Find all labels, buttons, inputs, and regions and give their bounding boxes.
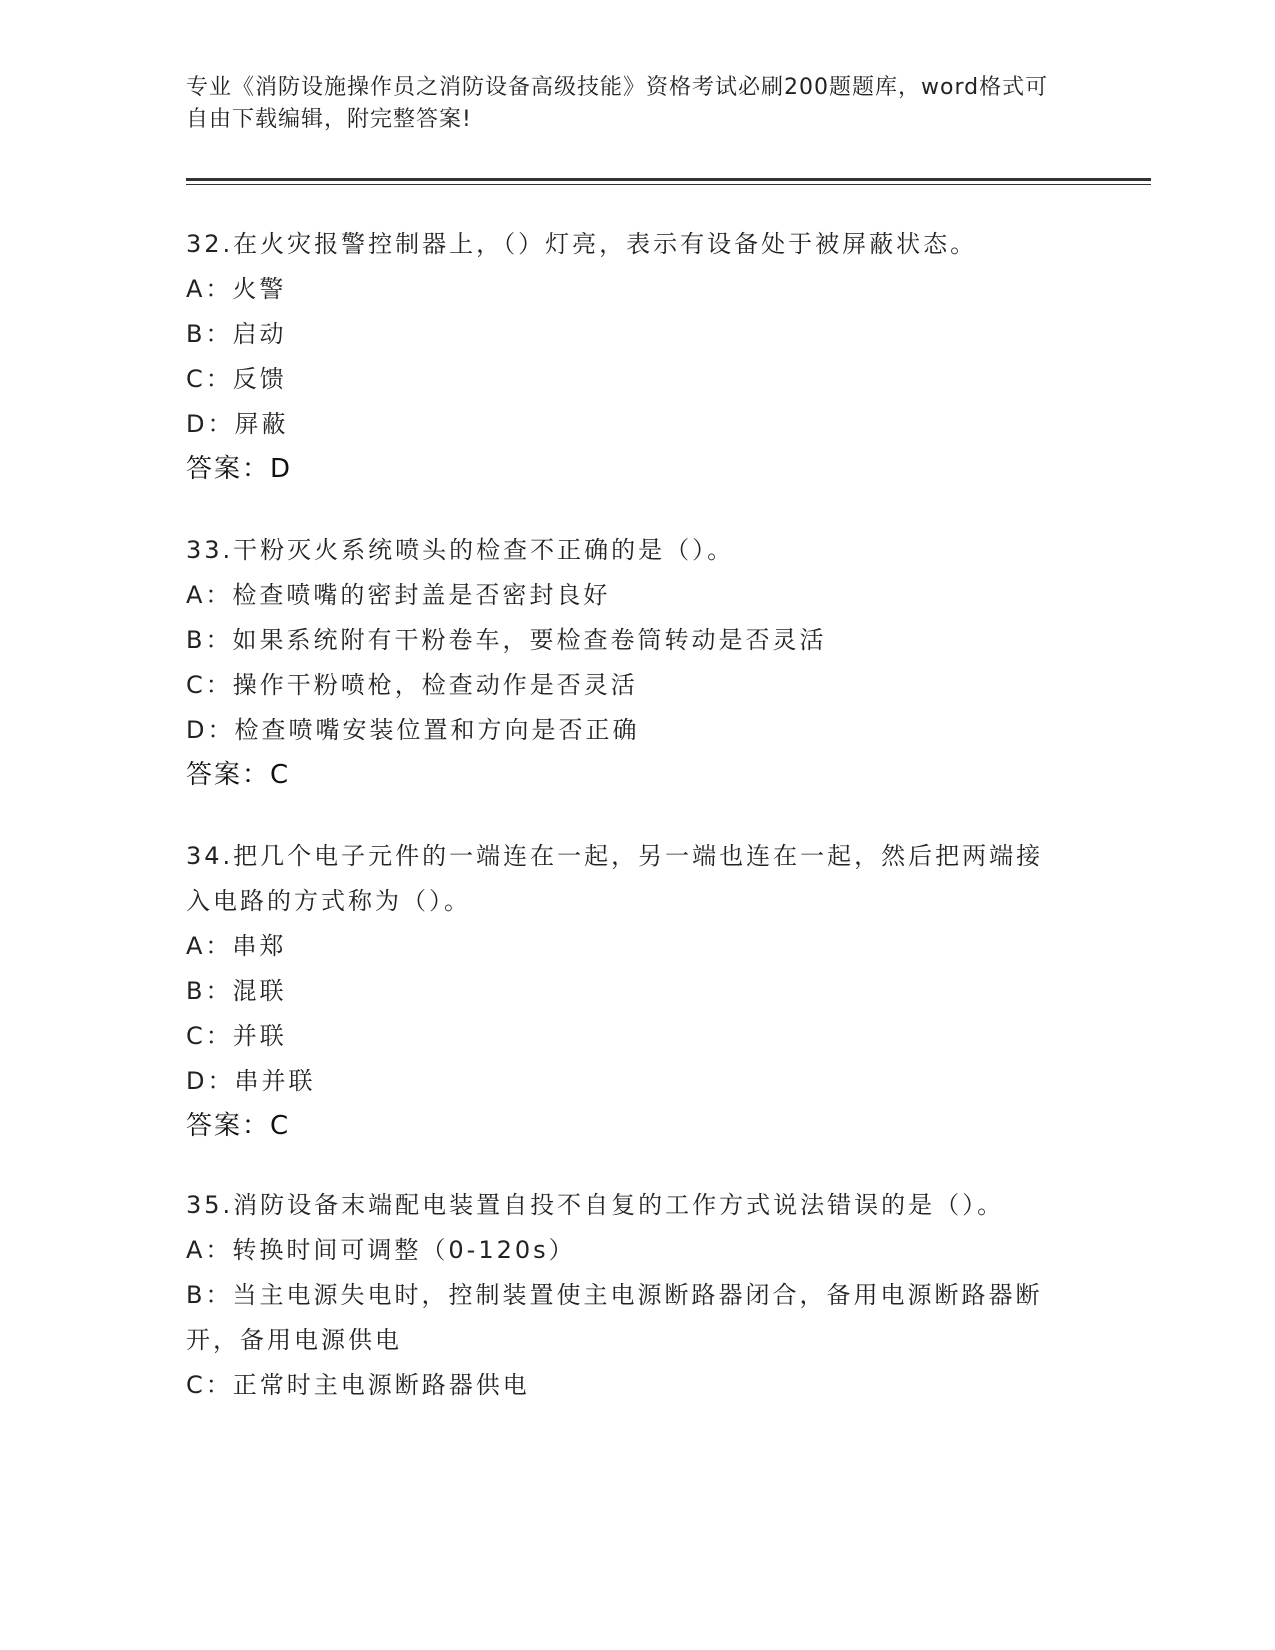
option-c: C：操作干粉喷枪，检查动作是否灵活 [186,671,638,699]
answer-line: 答案：C [186,1111,291,1141]
question-stem: 33.干粉灭火系统喷头的检查不正确的是（）。 [186,536,735,564]
question-32 [186,222,1086,492]
option-a: A：串郑 [186,932,287,960]
question-stem: 35.消防设备末端配电装置自投不自复的工作方式说法错误的是（）。 [186,1191,1005,1219]
answer-line: 答案：D [186,454,293,484]
option-a: A：检查喷嘴的密封盖是否密封良好 [186,581,611,609]
question-35 [186,1183,1066,1408]
header-divider-thick [186,178,1151,181]
option-c: C：正常时主电源断路器供电 [186,1371,530,1399]
document-header: 专业《消防设施操作员之消防设备高级技能》资格考试必刷200题题库，word格式可自由下载编辑，附完整答案! [186,75,1049,132]
answer-line: 答案：C [186,760,291,790]
option-b: B：当主电源失电时，控制装置使主电源断路器闭合，备用电源断路器断开，备用电源供电 [186,1281,1043,1354]
option-b: B：混联 [186,977,287,1005]
option-d: D：屏蔽 [186,410,289,438]
option-a: A：转换时间可调整（0-120s） [186,1236,576,1264]
option-b: B：启动 [186,320,287,348]
question-33 [186,528,1086,798]
option-a: A：火警 [186,275,287,303]
option-d: D：串并联 [186,1067,316,1095]
question-stem: 32.在火灾报警控制器上，（）灯亮，表示有设备处于被屏蔽状态。 [186,230,978,258]
question-stem: 34.把几个电子元件的一端连在一起，另一端也连在一起，然后把两端接入电路的方式称为（）。 [186,842,1044,915]
option-c: C：并联 [186,1022,287,1050]
option-c: C：反馈 [186,365,287,393]
option-d: D：检查喷嘴安装位置和方向是否正确 [186,716,640,744]
question-34 [186,834,1066,1149]
header-divider-thin [186,184,1151,185]
option-b: B：如果系统附有干粉卷车，要检查卷筒转动是否灵活 [186,626,827,654]
